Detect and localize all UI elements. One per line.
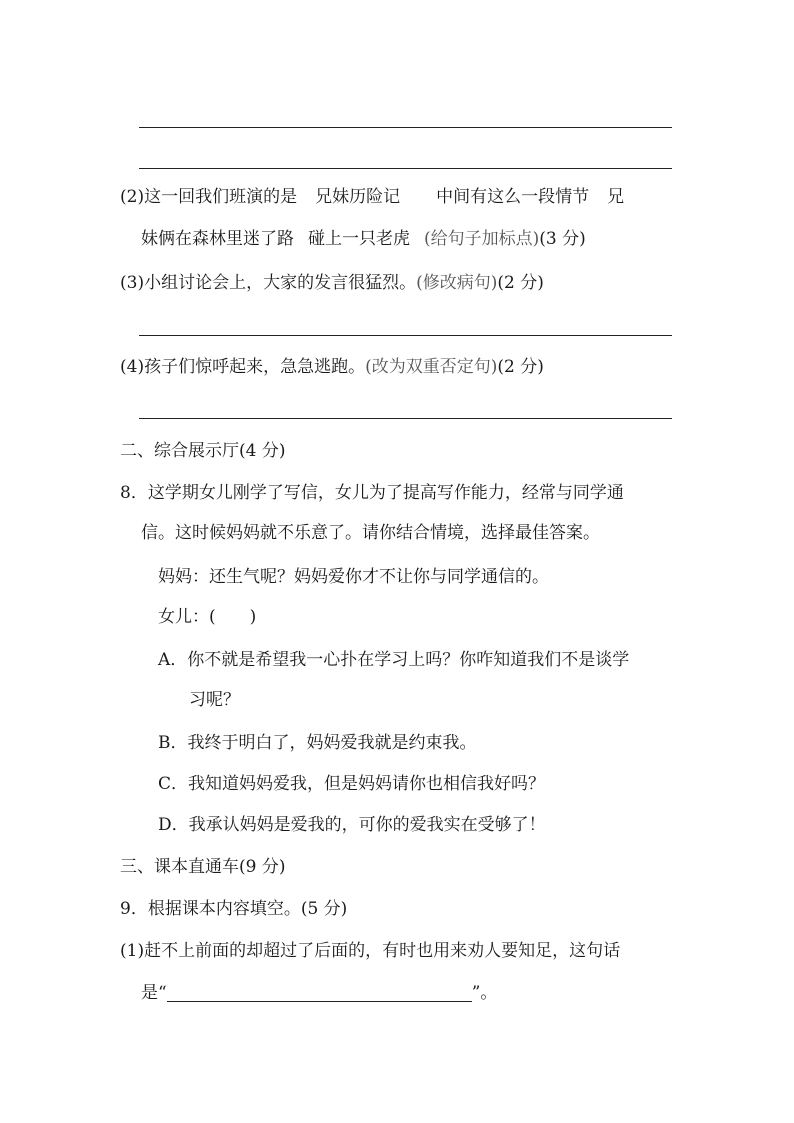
- question-number: 8．: [120, 483, 148, 503]
- question-7-3: (3)小组讨论会上，大家的发言很猛烈。(修改病句)(2 分): [120, 273, 544, 293]
- score: (3 分): [539, 229, 586, 249]
- option-c[interactable]: C．我知道妈妈爱我，但是妈妈请你也相信我好吗？: [158, 774, 546, 794]
- answer-line: [139, 127, 672, 128]
- score: (2 分): [497, 357, 544, 377]
- section-3-title: 三、课本直通车(9 分): [120, 857, 286, 877]
- answer-line: [139, 418, 672, 419]
- question-8-stem-line-1: 8．这学期女儿刚学了写信，女儿为了提高写作能力，经常与同学通: [120, 483, 624, 503]
- section-2-title: 二、综合展示厅(4 分): [120, 441, 286, 461]
- answer-line: [139, 335, 672, 336]
- answer-line: [139, 168, 672, 169]
- question-number: 9．: [120, 899, 148, 919]
- question-9-stem: 9．根据课本内容填空。(5 分): [120, 899, 348, 919]
- item-number: (1): [120, 941, 145, 961]
- instruction-hint: (改为双重否定句): [365, 357, 498, 377]
- fill-in-blank[interactable]: [167, 983, 472, 1002]
- question-9-1-line-1: (1)赶不上前面的却超过了后面的，有时也用来劝人要知足，这句话: [120, 941, 621, 961]
- item-number: (3): [120, 273, 145, 293]
- question-7-2-line-1: (2)这一回我们班演的是 兄妹历险记 中间有这么一段情节 兄: [120, 187, 625, 207]
- option-b[interactable]: B．我终于明白了，妈妈爱我就是约束我。: [158, 733, 477, 753]
- score: (2 分): [497, 273, 544, 293]
- question-8-stem-line-2: 信。这时候妈妈就不乐意了。请你结合情境，选择最佳答案。: [141, 523, 600, 543]
- option-a-continued: 习呢？: [189, 690, 240, 710]
- option-label: A．: [158, 650, 188, 670]
- question-9-1-line-2: 是“ ”。: [141, 983, 498, 1003]
- option-label: B．: [158, 733, 188, 753]
- option-label: D．: [158, 815, 189, 835]
- dialogue-mom: 妈妈：还生气呢？妈妈爱你才不让你与同学通信的。: [158, 567, 549, 587]
- option-a[interactable]: A．你不就是希望我一心扑在学习上吗？你咋知道我们不是谈学: [158, 650, 630, 670]
- item-number: (4): [120, 357, 145, 377]
- instruction-hint: (修改病句): [416, 273, 498, 293]
- option-d[interactable]: D．我承认妈妈是爱我的，可你的爱我实在受够了！: [158, 815, 546, 835]
- item-number: (2): [120, 187, 145, 207]
- instruction-hint: (给句子加标点): [424, 229, 540, 249]
- question-7-4: (4)孩子们惊呼起来，急急逃跑。(改为双重否定句)(2 分): [120, 357, 544, 377]
- question-7-2-line-2: 妹俩在森林里迷了路 碰上一只老虎 (给句子加标点)(3 分): [141, 229, 586, 249]
- option-label: C．: [158, 774, 189, 794]
- dialogue-daughter: 女儿：( ): [158, 607, 257, 627]
